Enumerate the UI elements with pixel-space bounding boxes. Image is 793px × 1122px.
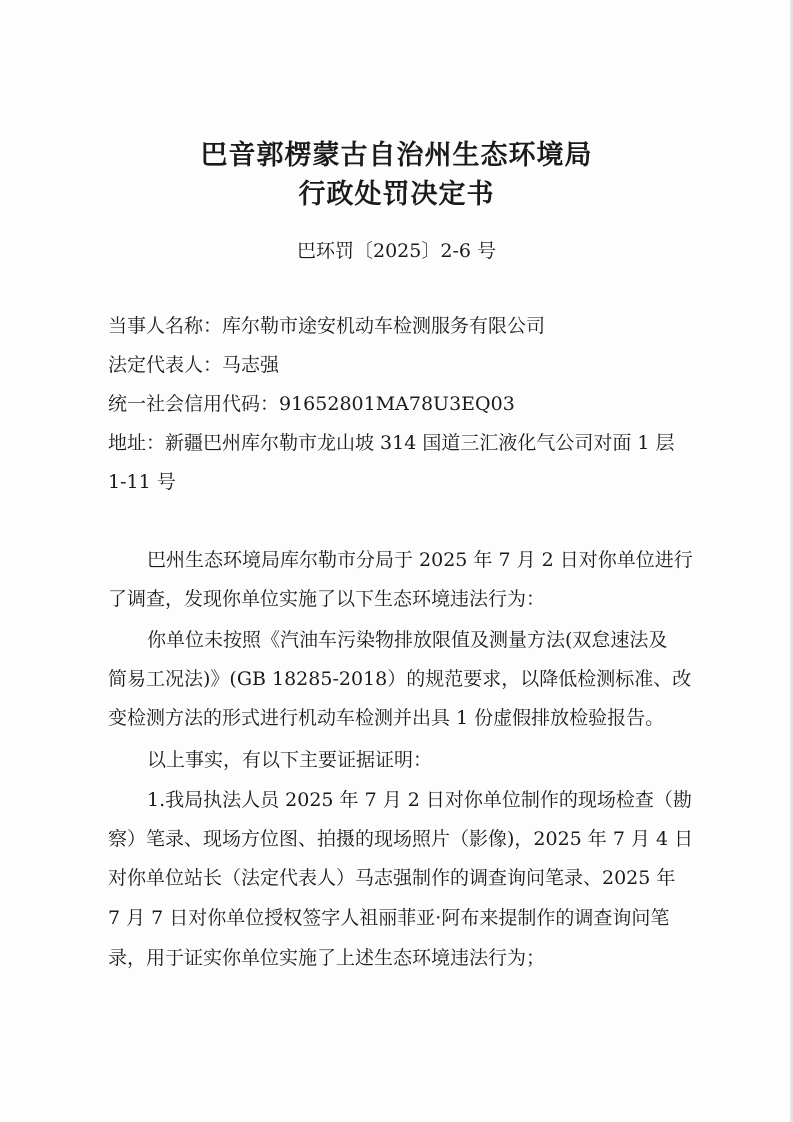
party-name: 当事人名称：库尔勒市途安机动车检测服务有限公司 <box>108 315 546 337</box>
paragraph-4-line-5: 录，用于证实你单位实施了上述生态环境违法行为； <box>108 947 546 969</box>
document-title-line1: 巴音郭楞蒙古自治州生态环境局 <box>200 140 593 171</box>
paragraph-1-line-2: 了调查，发现你单位实施了以下生态环境违法行为： <box>108 588 546 610</box>
document-title-line2: 行政处罚决定书 <box>298 179 495 210</box>
paragraph-4-line-1: 1.我局执法人员 2025 年 7 月 2 日对你单位制作的现场检查（勘 <box>147 789 692 811</box>
legal-representative: 法定代表人：马志强 <box>108 354 280 376</box>
paragraph-2-line-1: 你单位未按照《汽油车污染物排放限值及测量方法(双怠速法及 <box>147 629 668 651</box>
document-number: 巴环罚〔2025〕2-6 号 <box>297 240 496 262</box>
paragraph-4-line-2: 察）笔录、现场方位图、拍摄的现场照片（影像)，2025 年 7 月 4 日 <box>108 828 694 850</box>
paragraph-3-line-1: 以上事实，有以下主要证据证明： <box>147 749 433 771</box>
paragraph-1-line-1: 巴州生态环境局库尔勒市分局于 2025 年 7 月 2 日对你单位进行 <box>147 549 693 571</box>
paragraph-4-line-4: 7 月 7 日对你单位授权签字人祖丽菲亚·阿布来提制作的调查询问笔 <box>108 907 670 929</box>
social-credit-code: 统一社会信用代码：91652801MA78U3EQ03 <box>108 393 515 415</box>
address-line-2: 1-11 号 <box>108 471 176 493</box>
paragraph-2-line-3: 变检测方法的形式进行机动车检测并出具 1 份虚假排放检验报告。 <box>108 707 665 729</box>
address-line-1: 地址：新疆巴州库尔勒市龙山坡 314 国道三汇液化气公司对面 1 层 <box>108 432 675 454</box>
paragraph-4-line-3: 对你单位站长（法定代表人）马志强制作的调查询问笔录、2025 年 <box>108 867 676 889</box>
paragraph-2-line-2: 简易工况法)》(GB 18285-2018）的规范要求，以降低检测标准、改 <box>108 668 692 690</box>
